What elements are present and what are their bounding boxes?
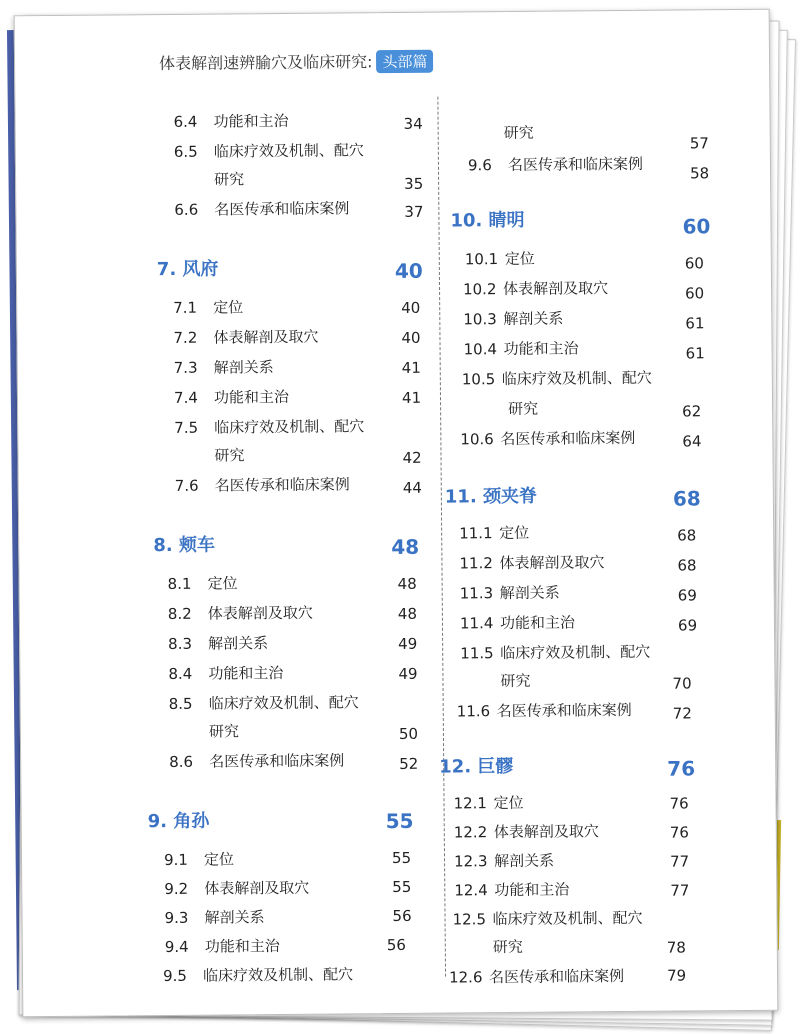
toc-page-number: 78: [666, 938, 686, 957]
toc-page-number: 40: [401, 298, 421, 317]
toc-page-number: 60: [685, 284, 705, 303]
section-heading-9[interactable]: 9. 角孙: [147, 810, 210, 833]
toc-page-number: 58: [689, 164, 710, 183]
toc-entry-continuation: 研究: [492, 937, 523, 957]
section-heading-8[interactable]: 8. 颊车: [153, 534, 216, 557]
toc-entry[interactable]: 10.6 名医传承和临床案例: [460, 428, 636, 449]
toc-page-number: 40: [401, 328, 421, 347]
toc-entry[interactable]: 12.2 体表解剖及取穴: [453, 822, 599, 842]
toc-entry[interactable]: 11.2 体表解剖及取穴: [459, 553, 605, 573]
toc-entry[interactable]: 11.4 功能和主治: [459, 613, 576, 633]
toc-entry-continuation: 研究: [500, 671, 531, 691]
toc-entry[interactable]: 7.4 功能和主治: [173, 387, 290, 407]
toc-page: [14, 9, 779, 1018]
toc-entry[interactable]: 8.5 临床疗效及机制、配穴: [168, 693, 359, 713]
section-page-number: 60: [682, 214, 711, 239]
toc-page-number: 34: [403, 114, 423, 133]
toc-entry[interactable]: 10.5 临床疗效及机制、配穴: [461, 368, 652, 389]
toc-entry[interactable]: 8.4 功能和主治: [168, 663, 284, 683]
toc-page-number: 52: [399, 754, 419, 773]
toc-page-number: 61: [685, 344, 705, 363]
toc-page-number: 69: [677, 586, 697, 605]
toc-entry[interactable]: 10.2 体表解剖及取穴: [462, 279, 609, 299]
toc-entry-continuation: 研究: [503, 123, 534, 143]
toc-entry[interactable]: 6.5 临床疗效及机制、配穴: [173, 141, 364, 161]
toc-entry[interactable]: 9.4 功能和主治: [164, 937, 280, 957]
running-header: [159, 49, 434, 75]
book-title: 体表解剖速辨腧穴及临床研究:: [158, 52, 373, 74]
toc-entry[interactable]: 7.6 名医传承和临床案例: [174, 475, 350, 495]
toc-page-number: 77: [670, 881, 690, 900]
toc-entry[interactable]: 8.2 体表解剖及取穴: [167, 603, 313, 623]
toc-page-number: 70: [672, 674, 692, 693]
toc-page-number: 68: [677, 556, 697, 575]
toc-page-number: 60: [684, 254, 705, 273]
toc-entry[interactable]: 7.3 解剖关系: [173, 358, 274, 377]
section-heading-7[interactable]: 7. 风府: [156, 258, 219, 281]
toc-entry[interactable]: 12.6 名医传承和临床案例: [448, 967, 625, 987]
toc-page-number: 55: [391, 848, 412, 868]
toc-entry[interactable]: 12.4 功能和主治: [454, 880, 570, 900]
toc-entry-continuation: 研究: [508, 399, 539, 419]
toc-entry[interactable]: 6.4 功能和主治: [173, 111, 289, 131]
toc-page-number: 55: [392, 877, 412, 897]
section-page-number: 48: [391, 534, 420, 560]
toc-entry[interactable]: 9.2 体表解剖及取穴: [164, 878, 310, 899]
toc-entry-continuation: 研究: [214, 446, 245, 465]
toc-entry[interactable]: 6.6 名医传承和临床案例: [174, 199, 350, 219]
toc-entry[interactable]: 10.1 定位: [464, 249, 535, 269]
toc-page-number: 35: [404, 174, 424, 193]
toc-entry[interactable]: 9.1 定位: [163, 850, 235, 870]
column-divider: [437, 97, 446, 977]
section-page-number: 40: [394, 258, 423, 284]
toc-entry-continuation: 研究: [208, 722, 239, 741]
toc-entry[interactable]: 12.3 解剖关系: [453, 851, 555, 871]
toc-page-number: 64: [682, 432, 702, 451]
toc-page-number: 56: [386, 935, 406, 955]
toc-page-number: 76: [669, 823, 689, 842]
toc-entry[interactable]: 9.6 名医传承和临床案例: [467, 154, 644, 175]
toc-entry[interactable]: 11.6 名医传承和临床案例: [456, 700, 632, 721]
toc-page-number: 48: [397, 574, 417, 593]
toc-page-number: 48: [397, 604, 418, 623]
section-heading-11[interactable]: 11. 颈夹脊: [444, 485, 538, 508]
toc-page-number: 56: [392, 906, 412, 926]
toc-page-number: 79: [666, 966, 687, 985]
toc-entry[interactable]: 8.6 名医传承和临床案例: [169, 751, 345, 771]
toc-page-number: 77: [669, 852, 690, 871]
toc-entry[interactable]: 11.3 解剖关系: [459, 583, 560, 603]
toc-entry[interactable]: 9.3 解剖关系: [164, 908, 265, 928]
section-heading-10[interactable]: 10. 睛明: [450, 209, 525, 232]
toc-entry[interactable]: 8.3 解剖关系: [168, 634, 269, 653]
section-page-number: 76: [667, 756, 696, 781]
section-page-number: 68: [672, 486, 701, 511]
toc-entry[interactable]: 11.1 定位: [459, 523, 530, 543]
toc-page-number: 76: [669, 794, 689, 813]
toc-entry[interactable]: 12.5 临床疗效及机制、配穴: [452, 908, 643, 929]
toc-entry[interactable]: 7.1 定位: [173, 298, 244, 317]
toc-entry[interactable]: 7.5 临床疗效及机制、配穴: [174, 417, 365, 437]
toc-page-number: 49: [398, 634, 418, 653]
toc-page-number: 41: [401, 388, 422, 407]
section-badge: 头部篇: [376, 50, 433, 73]
toc-page-number: 57: [689, 134, 709, 153]
section-heading-12[interactable]: 12. 巨髎: [439, 755, 514, 778]
toc-page-number: 49: [398, 664, 418, 683]
toc-page-number: 37: [404, 202, 424, 221]
toc-entry[interactable]: 9.5 临床疗效及机制、配穴: [162, 965, 354, 986]
toc-page-number: 62: [682, 402, 702, 421]
section-page-number: 55: [385, 808, 414, 834]
toc-entry[interactable]: 12.1 定位: [453, 793, 524, 813]
toc-page-number: 44: [402, 478, 422, 497]
toc-page-number: 72: [672, 704, 692, 723]
toc-entry[interactable]: 8.1 定位: [167, 574, 238, 593]
toc-page-number: 42: [402, 448, 422, 467]
toc-page-number: 50: [398, 724, 419, 743]
toc-entry[interactable]: 10.3 解剖关系: [463, 309, 564, 329]
toc-page-number: 41: [401, 358, 421, 377]
toc-entry[interactable]: 11.5 临床疗效及机制、配穴: [460, 642, 651, 663]
toc-entry[interactable]: 7.2 体表解剖及取穴: [173, 327, 319, 347]
toc-entry[interactable]: 10.4 功能和主治: [463, 339, 579, 359]
toc-page-number: 61: [685, 314, 705, 333]
toc-page-number: 68: [677, 526, 697, 545]
toc-entry-continuation: 研究: [214, 170, 245, 189]
toc-page-number: 69: [677, 616, 698, 635]
